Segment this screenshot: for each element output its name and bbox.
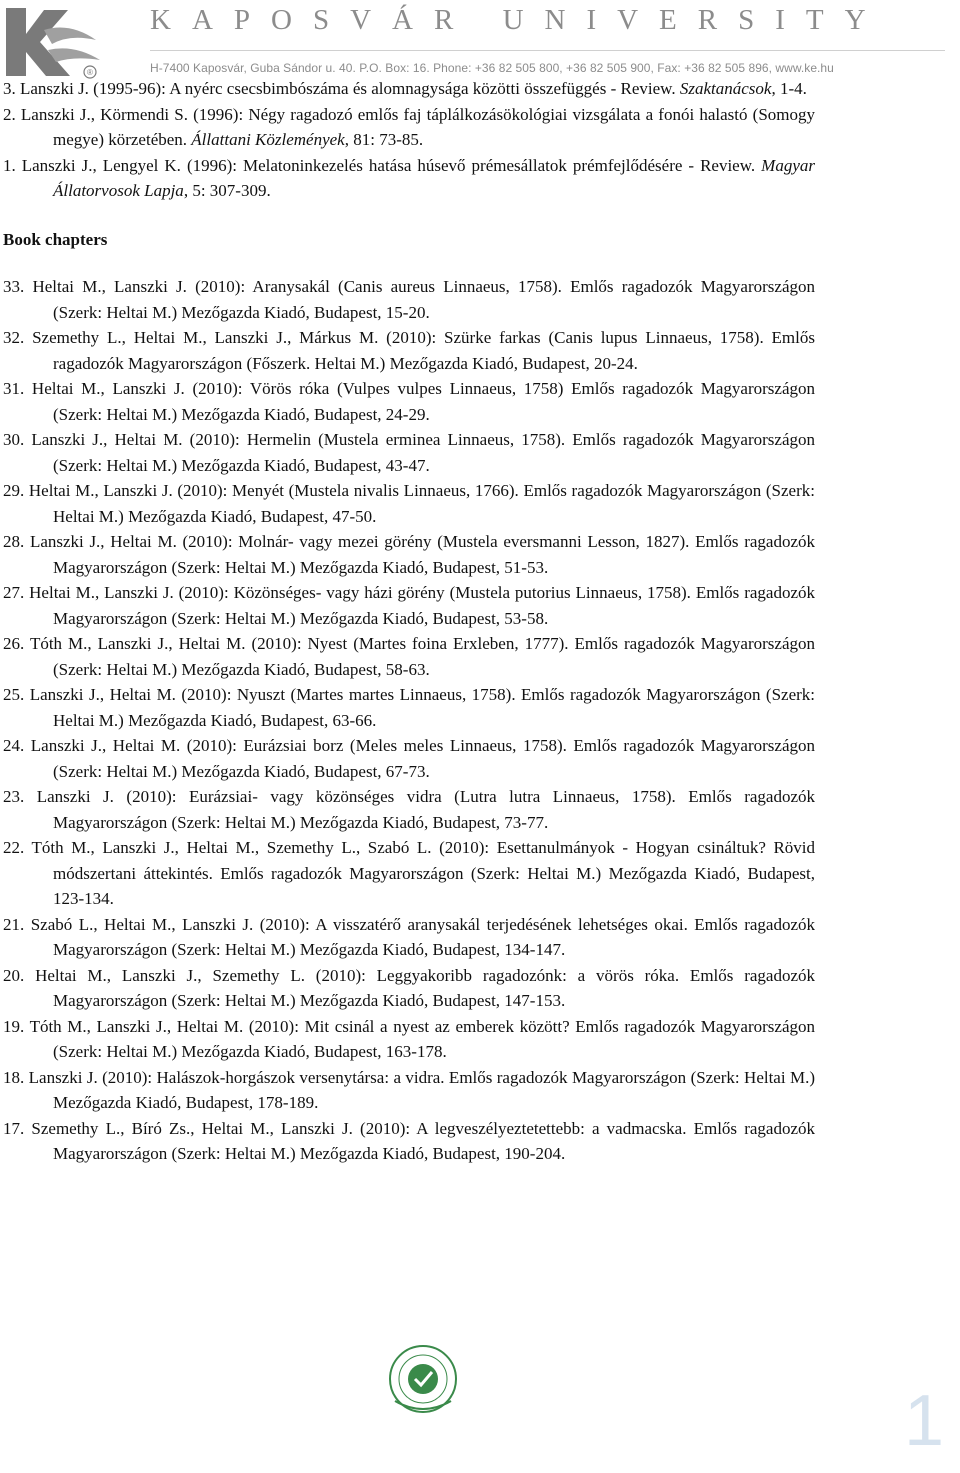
header-divider bbox=[150, 50, 945, 51]
chapter-entry: 18. Lanszki J. (2010): Halászok-horgászok versenytársa: a vidra. Emlős ragadozók Magyarországon (Szerk: Heltai M.) Mezőgazda Kiadó, Budapest, 178-189. bbox=[3, 1067, 815, 1112]
chapter-entry: 19. Tóth M., Lanszki J., Heltai M. (2010): Mit csinál a nyest az emberek között? Emlős ragadozók Magyarországon (Szerk: Heltai M.) Mezőgazda Kiadó, Budapest, 163-178. bbox=[3, 1016, 815, 1061]
letterhead bbox=[0, 0, 960, 82]
chapter-entry: 22. Tóth M., Lanszki J., Heltai M., Szemethy L., Szabó L. (2010): Esettanulmányok - Hogyan csináltuk? Rövid módszertani áttekintés. Emlős ragadozók Magyarországon (Szerk: Heltai M.) Mezőgazda Kiadó, Budapest, 123-134. bbox=[3, 838, 815, 908]
chapter-entry: 23. Lanszki J. (2010): Eurázsiai- vagy közönséges vidra (Lutra lutra Linnaeus, 1758). Emlős ragadozók Magyarországon (Szerk: Heltai M.) Mezőgazda Kiadó, Budapest, 73-77. bbox=[3, 787, 815, 832]
book-chapters-heading: Book chapters bbox=[3, 229, 108, 249]
chapter-entry: 30. Lanszki J., Heltai M. (2010): Hermelin (Mustela erminea Linnaeus, 1758). Emlős ragadozók Magyarországon (Szerk: Heltai M.) Mezőgazda Kiadó, Budapest, 43-47. bbox=[3, 430, 815, 475]
registered-mark: ® bbox=[87, 68, 93, 77]
article-entry-2: 2. Lanszki J., Körmendi S. (1996): Négy ragadozó emlős faj táplálkozásökológiai vizsgálata a fonói halastó (Somogy megye) körzetében. Állattani Közlemények, 81: 73-85. bbox=[3, 104, 815, 149]
page-number: 1 bbox=[904, 1381, 945, 1461]
chapter-entry: 26. Tóth M., Lanszki J., Heltai M. (2010): Nyest (Martes foina Erxleben, 1777). Emlős ragadozók Magyarországon (Szerk: Heltai M.) Mezőgazda Kiadó, Budapest, 58-63. bbox=[3, 634, 815, 679]
university-logo bbox=[0, 0, 110, 82]
article-entry-1: 1. Lanszki J., Lengyel K. (1996): Melatoninkezelés hatása húsevő prémesállatok prémfejlődésére - Review. Magyar Állatorvosok Lapja, 5: 307-309. bbox=[3, 155, 815, 200]
chapter-entry: 28. Lanszki J., Heltai M. (2010): Molnár- vagy mezei görény (Mustela eversmanni Lesson, 1827). Emlős ragadozók Magyarországon (Szerk: Heltai M.) Mezőgazda Kiadó, Budapest, 51-53. bbox=[3, 532, 815, 577]
chapter-entry: 20. Heltai M., Lanszki J., Szemethy L. (2010): Leggyakoribb ragadozónk: a vörös róka. Emlős ragadozók Magyarországon (Szerk: Heltai M.) Mezőgazda Kiadó, Budapest, 147-153. bbox=[3, 965, 815, 1010]
chapter-entry: 21. Szabó L., Heltai M., Lanszki J. (2010): A visszatérő aranysakál terjedésének lehetséges okai. Emlős ragadozók Magyarországon (Szerk: Heltai M.) Mezőgazda Kiadó, Budapest, 134-147. bbox=[3, 914, 815, 959]
chapter-entry: 33. Heltai M., Lanszki J. (2010): Aranysakál (Canis aureus Linnaeus, 1758). Emlős ragadozók Magyarországon (Szerk: Heltai M.) Mezőgazda Kiadó, Budapest, 15-20. bbox=[3, 277, 815, 322]
document-body bbox=[3, 76, 815, 1167]
chapter-entry: 17. Szemethy L., Bíró Zs., Heltai M., Lanszki J. (2010): A legveszélyeztetettebb: a vadmacska. Emlős ragadozók Magyarországon (Szerk: Heltai M.) Mezőgazda Kiadó, Budapest, 190-204. bbox=[3, 1118, 815, 1163]
chapter-entry: 24. Lanszki J., Heltai M. (2010): Eurázsiai borz (Meles meles Linnaeus, 1758). Emlős ragadozók Magyarországon (Szerk: Heltai M.) Mezőgazda Kiadó, Budapest, 67-73. bbox=[3, 736, 815, 781]
chapter-entry: 29. Heltai M., Lanszki J. (2010): Menyét (Mustela nivalis Linnaeus, 1766). Emlős ragadozók Magyarországon (Szerk: Heltai M.) Mezőgazda Kiadó, Budapest, 47-50. bbox=[3, 481, 815, 526]
chapter-entry: 31. Heltai M., Lanszki J. (2010): Vörös róka (Vulpes vulpes Linnaeus, 1758) Emlős ragadozók Magyarországon (Szerk: Heltai M.) Mezőgazda Kiadó, Budapest, 24-29. bbox=[3, 379, 815, 424]
chapter-entry: 32. Szemethy L., Heltai M., Lanszki J., Márkus M. (2010): Szürke farkas (Canis lupus Linnaeus, 1758). Emlős ragadozók Magyarországon (Főszerk. Heltai M.) Mezőgazda Kiadó, Budapest, 20-24. bbox=[3, 328, 815, 373]
chapter-entry: 25. Lanszki J., Heltai M. (2010): Nyuszt (Martes martes Linnaeus, 1758). Emlős ragadozók Magyarországon (Szerk: Heltai M.) Mezőgazda Kiadó, Budapest, 63-66. bbox=[3, 685, 815, 730]
university-address: H-7400 Kaposvár, Guba Sándor u. 40. P.O. Box: 16. Phone: +36 82 505 800, +36 82 505 900, Fax: +36 82 505 896, www.ke.hu bbox=[150, 61, 834, 75]
article-entry-3: 3. Lanszki J. (1995-96): A nyérc csecsbimbószáma és alomnagysága közötti összefüggés - Review. Szaktanácsok, 1-4. bbox=[3, 79, 807, 98]
chapter-entry: 27. Heltai M., Lanszki J. (2010): Közönséges- vagy házi görény (Mustela putorius Linnaeus, 1758). Emlős ragadozók Magyarországon (Szerk: Heltai M.) Mezőgazda Kiadó, Budapest, 53-58. bbox=[3, 583, 815, 628]
university-name: KAPOSVÁR UNIVERSITY bbox=[150, 4, 887, 36]
quality-certification-badge bbox=[387, 1343, 459, 1415]
